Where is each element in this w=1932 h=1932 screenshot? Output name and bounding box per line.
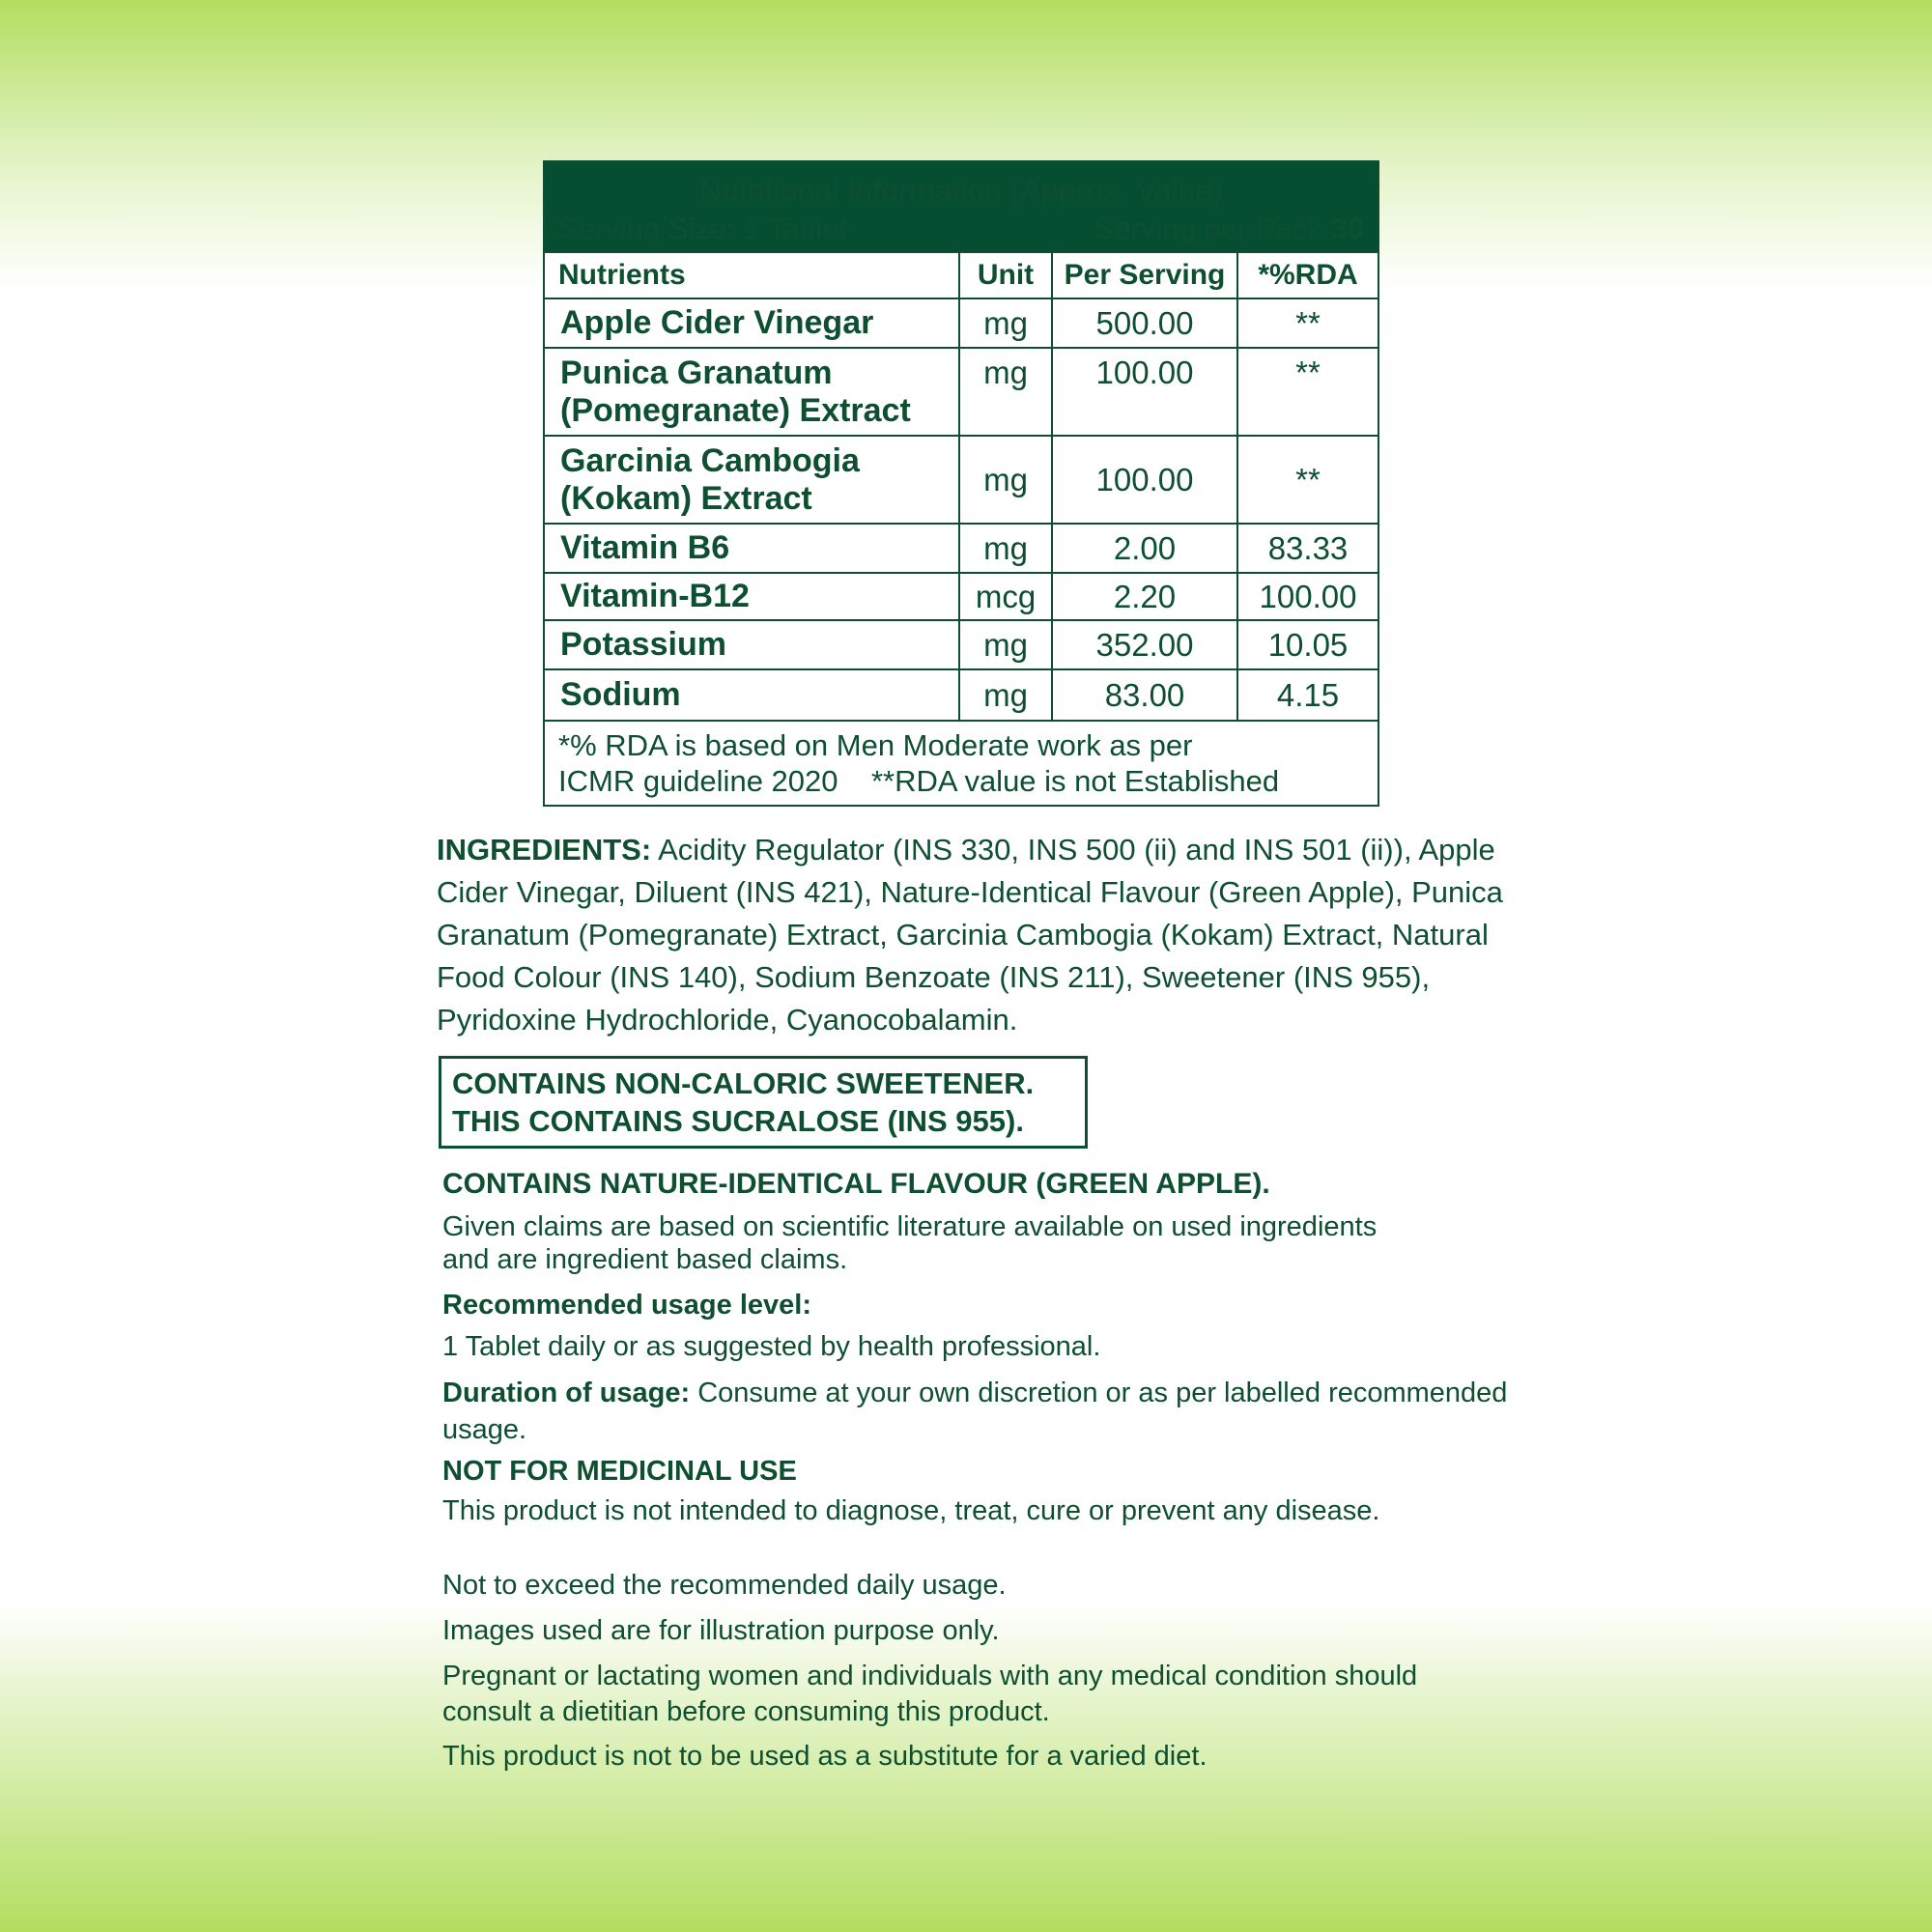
claims-note: Given claims are based on scientific literature available on used ingredients and are ingredient based claims. [442,1211,1378,1275]
nutrition-table [543,160,1379,807]
warning-line-2: THIS CONTAINS SUCRALOSE (INS 955). [452,1104,1024,1138]
nutrient-per-serving: 352.00 [1052,620,1237,669]
sweetener-warning-box [439,1056,1088,1149]
nutrient-name: Sodium [544,669,959,721]
nutrient-per-serving: 2.20 [1052,573,1237,620]
nutrient-per-serving: 2.00 [1052,524,1237,573]
nutrient-per-serving: 100.00 [1052,348,1237,436]
nutrient-name: Garcinia Cambogia (Kokam) Extract [544,436,959,524]
table-row [544,524,1378,573]
nutrient-per-serving: 500.00 [1052,298,1237,348]
nutrient-rda: 100.00 [1237,573,1378,620]
nutrient-unit: mg [959,348,1052,436]
ingredients-text: Acidity Regulator (INS 330, INS 500 (ii) and INS 501 (ii)), Apple Cider Vinegar, Diluent (INS 421), Nature-Identical Flavour (Green Apple), Punica Granatum (Pomegranate) Extract, Garcinia Cambogia (Kokam) Extract, Natural Food Colour (INS 140), Sodium Benzoate (INS 211), Sweetener (INS 955), Pyridoxine Hydrochloride, Cyanocobalamin. [437,833,1503,1037]
warning-line-1: CONTAINS NON-CALORIC SWEETENER. [452,1066,1035,1100]
nutrient-unit: mg [959,298,1052,348]
nutrient-rda: ** [1237,436,1378,524]
nutrient-rda: ** [1237,298,1378,348]
table-row [544,348,1378,436]
nutrient-per-serving: 83.00 [1052,669,1237,721]
table-footnote-row [544,721,1378,806]
usage-heading: Recommended usage level: [442,1290,811,1321]
nutrient-name: Apple Cider Vinegar [544,298,959,348]
usage-text: 1 Tablet daily or as suggested by health professional. [442,1331,1101,1362]
serving-per-pack: Serving per Pack:30 [1094,212,1364,245]
nutrient-unit: mg [959,669,1052,721]
nutrient-per-serving: 100.00 [1052,436,1237,524]
nutrient-rda: 4.15 [1237,669,1378,721]
medicinal-heading: NOT FOR MEDICINAL USE [442,1456,797,1487]
nutrient-name: Vitamin B6 [544,524,959,573]
table-row [544,669,1378,721]
images-note: Images used are for illustration purpose only. [442,1615,1000,1646]
nutrient-rda: ** [1237,348,1378,436]
pregnant-note: Pregnant or lactating women and individuals with any medical condition should consult a dietitian before consuming this product. [442,1661,1418,1727]
col-unit: Unit [959,252,1052,298]
ingredients-paragraph [437,829,1509,1041]
table-row [544,436,1378,524]
nutrient-rda: 10.05 [1237,620,1378,669]
nutrient-name: Potassium [544,620,959,669]
nutrient-unit: mg [959,436,1052,524]
col-nutrients: Nutrients [544,252,959,298]
duration-paragraph [442,1375,1524,1448]
nutrient-unit: mg [959,620,1052,669]
nutrition-table-header [544,161,1378,252]
serving-size: Serving Size: 1 Tablet [558,212,848,245]
nutrient-unit: mg [959,524,1052,573]
nutrient-name: Vitamin-B12 [544,573,959,620]
table-row [544,620,1378,669]
column-header-row [544,252,1378,298]
nutrient-name: Punica Granatum (Pomegranate) Extract [544,348,959,436]
substitute-note: This product is not to be used as a substitute for a varied diet. [442,1741,1208,1772]
nutrient-rda: 83.33 [1237,524,1378,573]
medicinal-text: This product is not intended to diagnose, treat, cure or prevent any disease. [442,1495,1380,1526]
exceed-note: Not to exceed the recommended daily usage. [442,1570,1007,1601]
rda-footnote: *% RDA is based on Men Moderate work as per ICMR guideline 2020 **RDA value is not Established [544,721,1378,806]
table-row [544,298,1378,348]
duration-text: Consume at your own discretion or as per labelled recommended usage. [442,1378,1508,1445]
ingredients-label: INGREDIENTS: [437,833,652,867]
col-per-serving: Per Serving [1052,252,1237,298]
flavour-note: CONTAINS NATURE-IDENTICAL FLAVOUR (GREEN APPLE). [442,1168,1270,1200]
col-rda: *%RDA [1237,252,1378,298]
nutrition-title: Nutritional Information (Approx. Value) [699,173,1223,208]
table-row [544,573,1378,620]
nutrient-unit: mcg [959,573,1052,620]
duration-label: Duration of usage: [442,1378,691,1408]
